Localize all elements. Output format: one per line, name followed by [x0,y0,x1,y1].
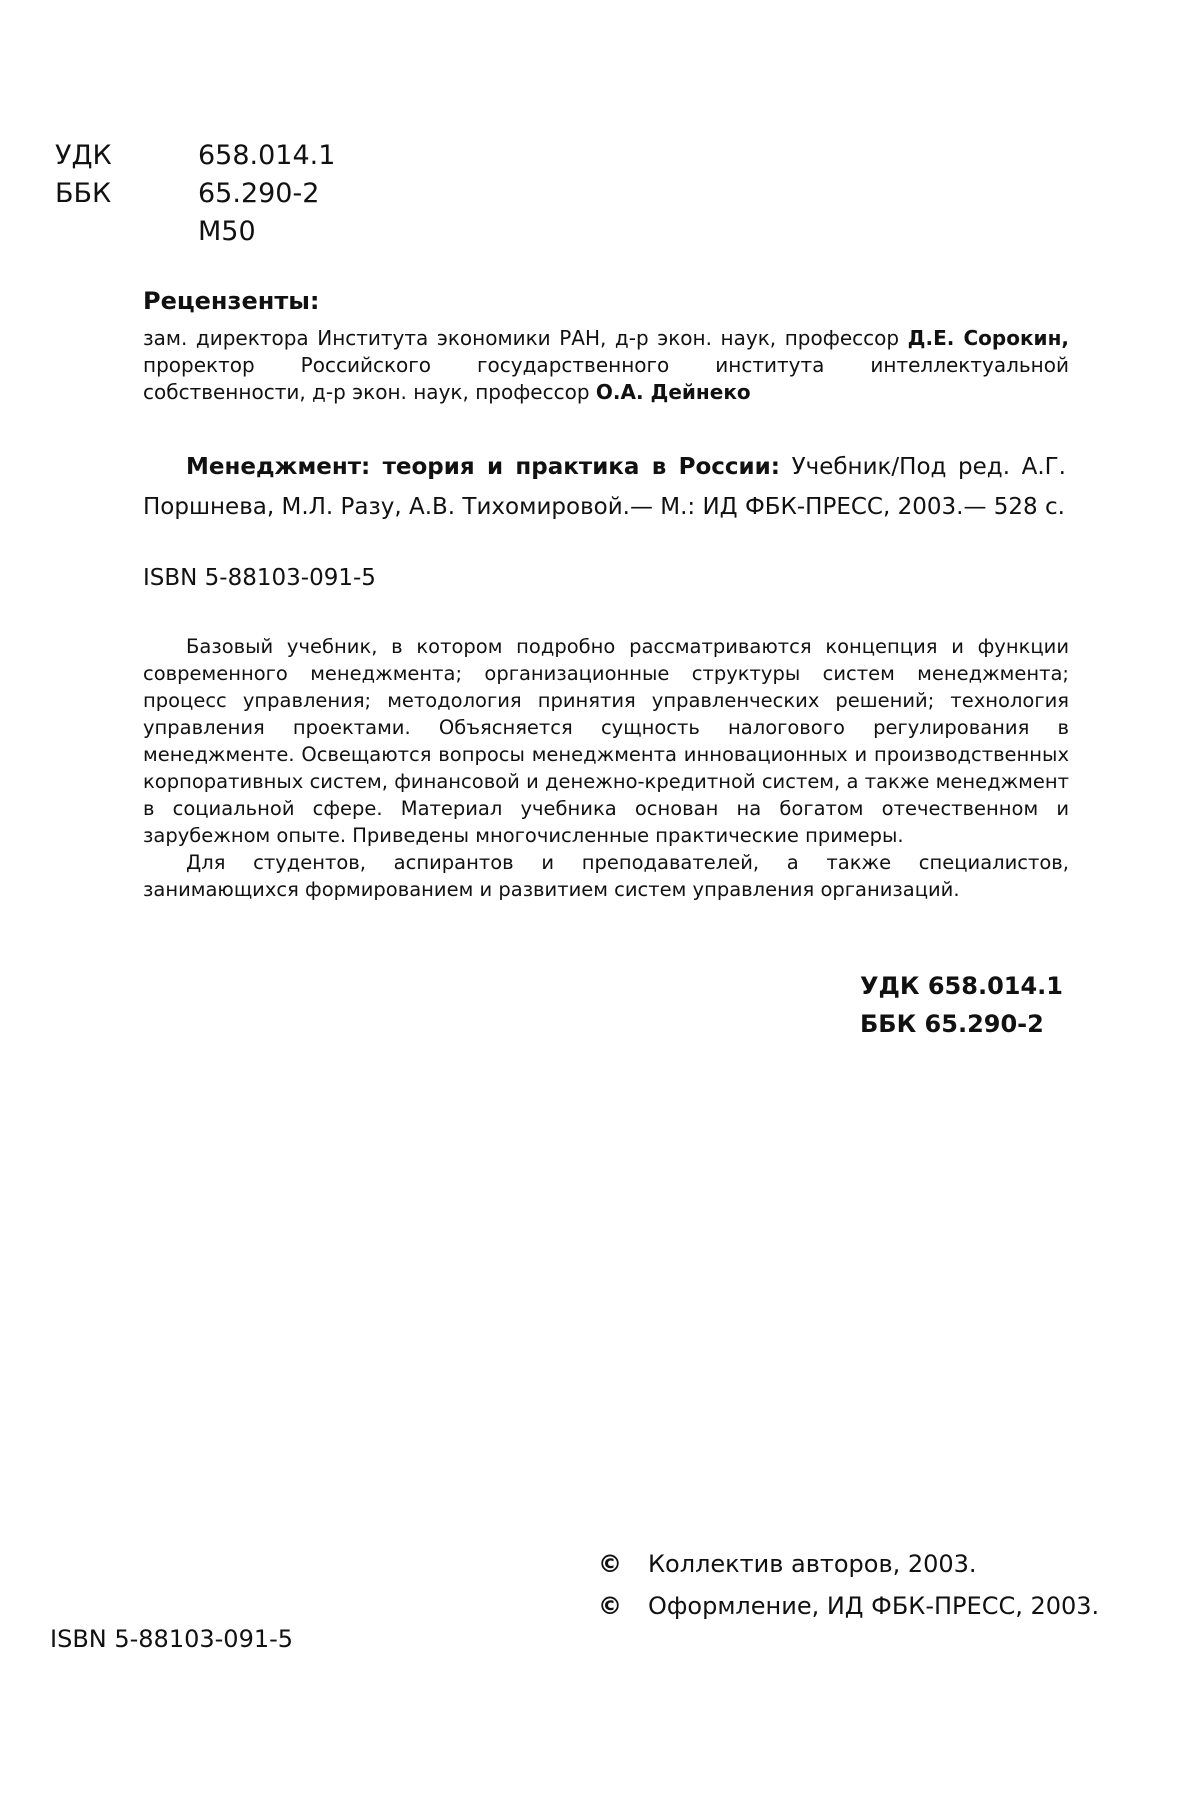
copyright-authors-text: Коллектив авторов, 2003. [648,1550,977,1578]
bbk-right: ББК 65.290-2 [860,1010,1044,1038]
reviewer-2-name: О.А. Дейнеко [595,380,751,404]
book-title: Менеджмент: теория и практика в России: [186,454,780,480]
copyright-design [598,1587,1108,1625]
classification-right [860,967,1063,1043]
reviewers-label: Рецензенты: [143,287,320,315]
copyright-design-text: Оформление, ИД ФБК-ПРЕСС, 2003. [648,1592,1100,1620]
copyright-authors [598,1545,1108,1583]
bibliographic-citation [143,447,1066,527]
reviewer-2-position: проректор Российского государственного института интеллектуальной собственности, д-р экон. наук, профессор [143,353,1069,404]
citation-details: Учебник/Под ред. А.Г. Поршнева, М.Л. Разу, А.В. Тихомировой.— М.: ИД ФБК-ПРЕСС, 2003.— 528 с. [143,454,1066,520]
annotation [143,633,1069,903]
reviewer-1-name: Д.Е. Сорокин, [907,326,1069,350]
udk-row [55,137,455,175]
isbn-top: ISBN 5-88103-091-5 [143,565,376,591]
bbk-code: 65.290-2 [198,178,320,209]
reviewer-1-position: зам. директора Института экономики РАН, д-р экон. наук, профессор [143,326,900,350]
bbk-row [55,175,455,213]
reviewers-text [143,325,1069,406]
udk-code: 658.014.1 [198,140,336,171]
bbk-label: ББК [55,178,112,209]
author-mark: М50 [198,216,256,247]
annotation-paragraph-1: Базовый учебник, в котором подробно рассматриваются концепция и функции современного менеджмента; организационные структуры систем менеджмента; процесс управления; методология принятия управленческих решений; технология управления проектами. Объясняется сущность налогового регулирования в менеджменте. Освещаются вопросы менеджмента инновационных и производственных корпоративных систем, финансовой и денежно-кредитной систем, а также менеджмент в социальной сфере. Материал учебника основан на богатом отечественном и зарубежном опыте. Приведены многочисленные практические примеры. [143,635,1069,847]
annotation-paragraph-2: Для студентов, аспирантов и преподавателей, а также специалистов, занимающихся формированием и развитием систем управления организаций. [143,851,1069,901]
udk-label: УДК [55,140,112,171]
copyright-block [598,1545,1108,1625]
udk-right: УДК 658.014.1 [860,972,1063,1000]
copyright-icon: © [598,1592,622,1620]
copyright-icon: © [598,1550,622,1578]
isbn-bottom: ISBN 5-88103-091-5 [50,1625,294,1653]
